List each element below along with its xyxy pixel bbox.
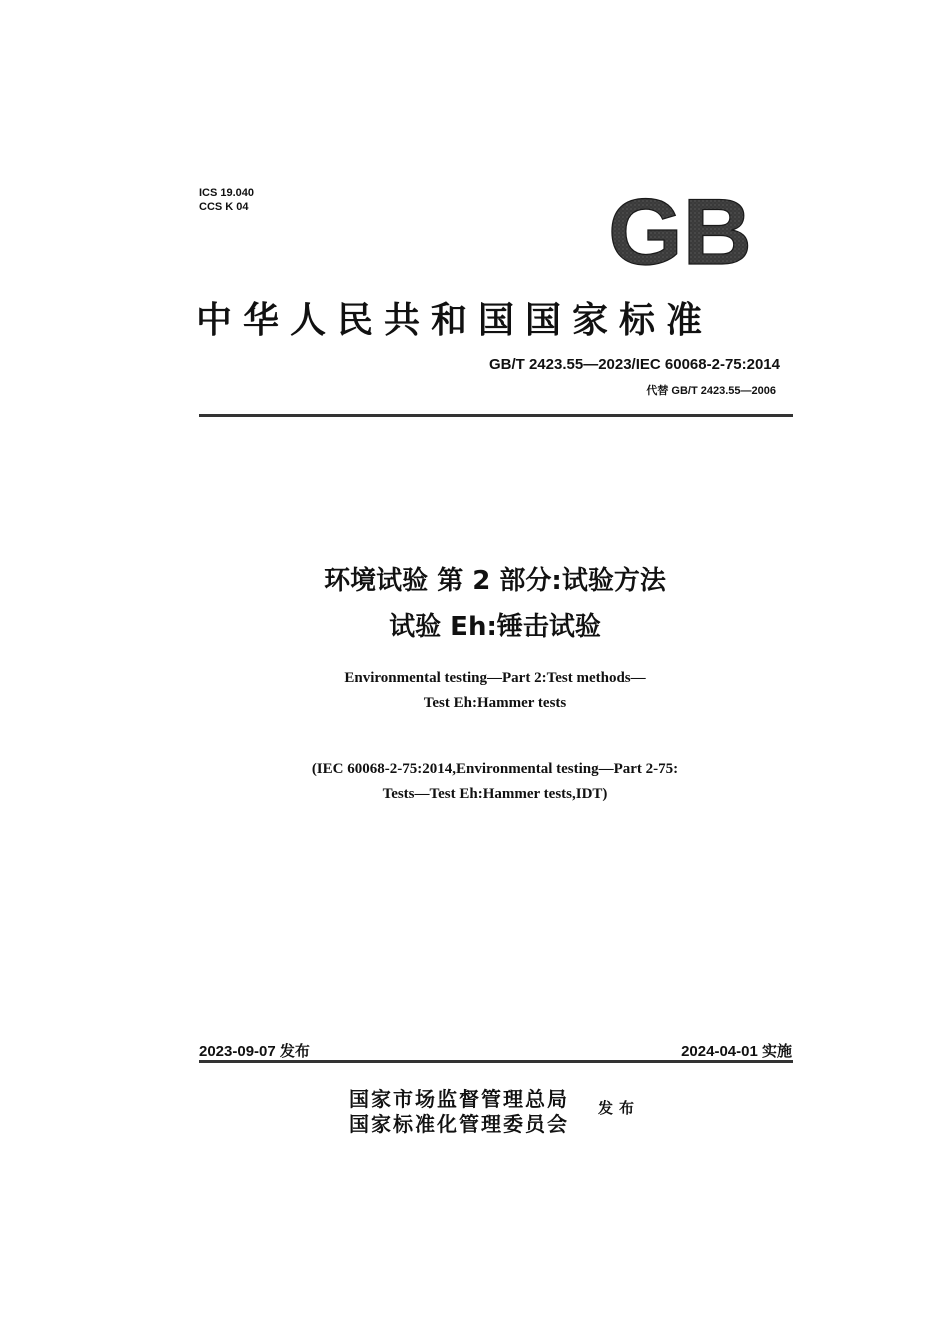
publish-label: 发布 — [598, 1099, 641, 1117]
header-divider — [199, 414, 793, 417]
gb-logo-icon — [606, 192, 754, 268]
chinese-title-line2: 试验 Eh:锤击试验 — [389, 612, 601, 642]
gb-logo-text: GB — [608, 192, 752, 268]
ics-code: ICS 19.040 — [199, 187, 255, 199]
ccs-code: CCS K 04 — [199, 201, 249, 213]
chinese-title-line1: 环境试验 第 2 部分:试验方法 — [324, 566, 666, 596]
english-title-line1: Environmental testing—Part 2:Test methods— — [344, 670, 646, 686]
iec-reference-line2: Tests—Test Eh:Hammer tests,IDT) — [382, 786, 608, 802]
issuer-sac: 国家标准化管理委员会 — [349, 1112, 569, 1136]
footer-divider — [199, 1060, 793, 1063]
classification-codes — [199, 186, 254, 214]
iec-reference-line1: (IEC 60068-2-75:2014,Environmental testing—Part 2-75: — [311, 761, 679, 777]
replaces-standard: 代替 GB/T 2423.55—2006 — [646, 385, 776, 397]
standard-code: GB/T 2423.55—2023/IEC 60068-2-75:2014 — [488, 356, 780, 373]
english-title-line2: Test Eh:Hammer tests — [423, 695, 567, 711]
standard-type-title: 中华人民共和国国家标准 — [196, 299, 714, 341]
issue-date: 2023-09-07 发布 — [199, 1043, 310, 1060]
issuer-samr: 国家市场监督管理总局 — [349, 1087, 569, 1111]
implementation-date: 2024-04-01 实施 — [681, 1043, 792, 1060]
